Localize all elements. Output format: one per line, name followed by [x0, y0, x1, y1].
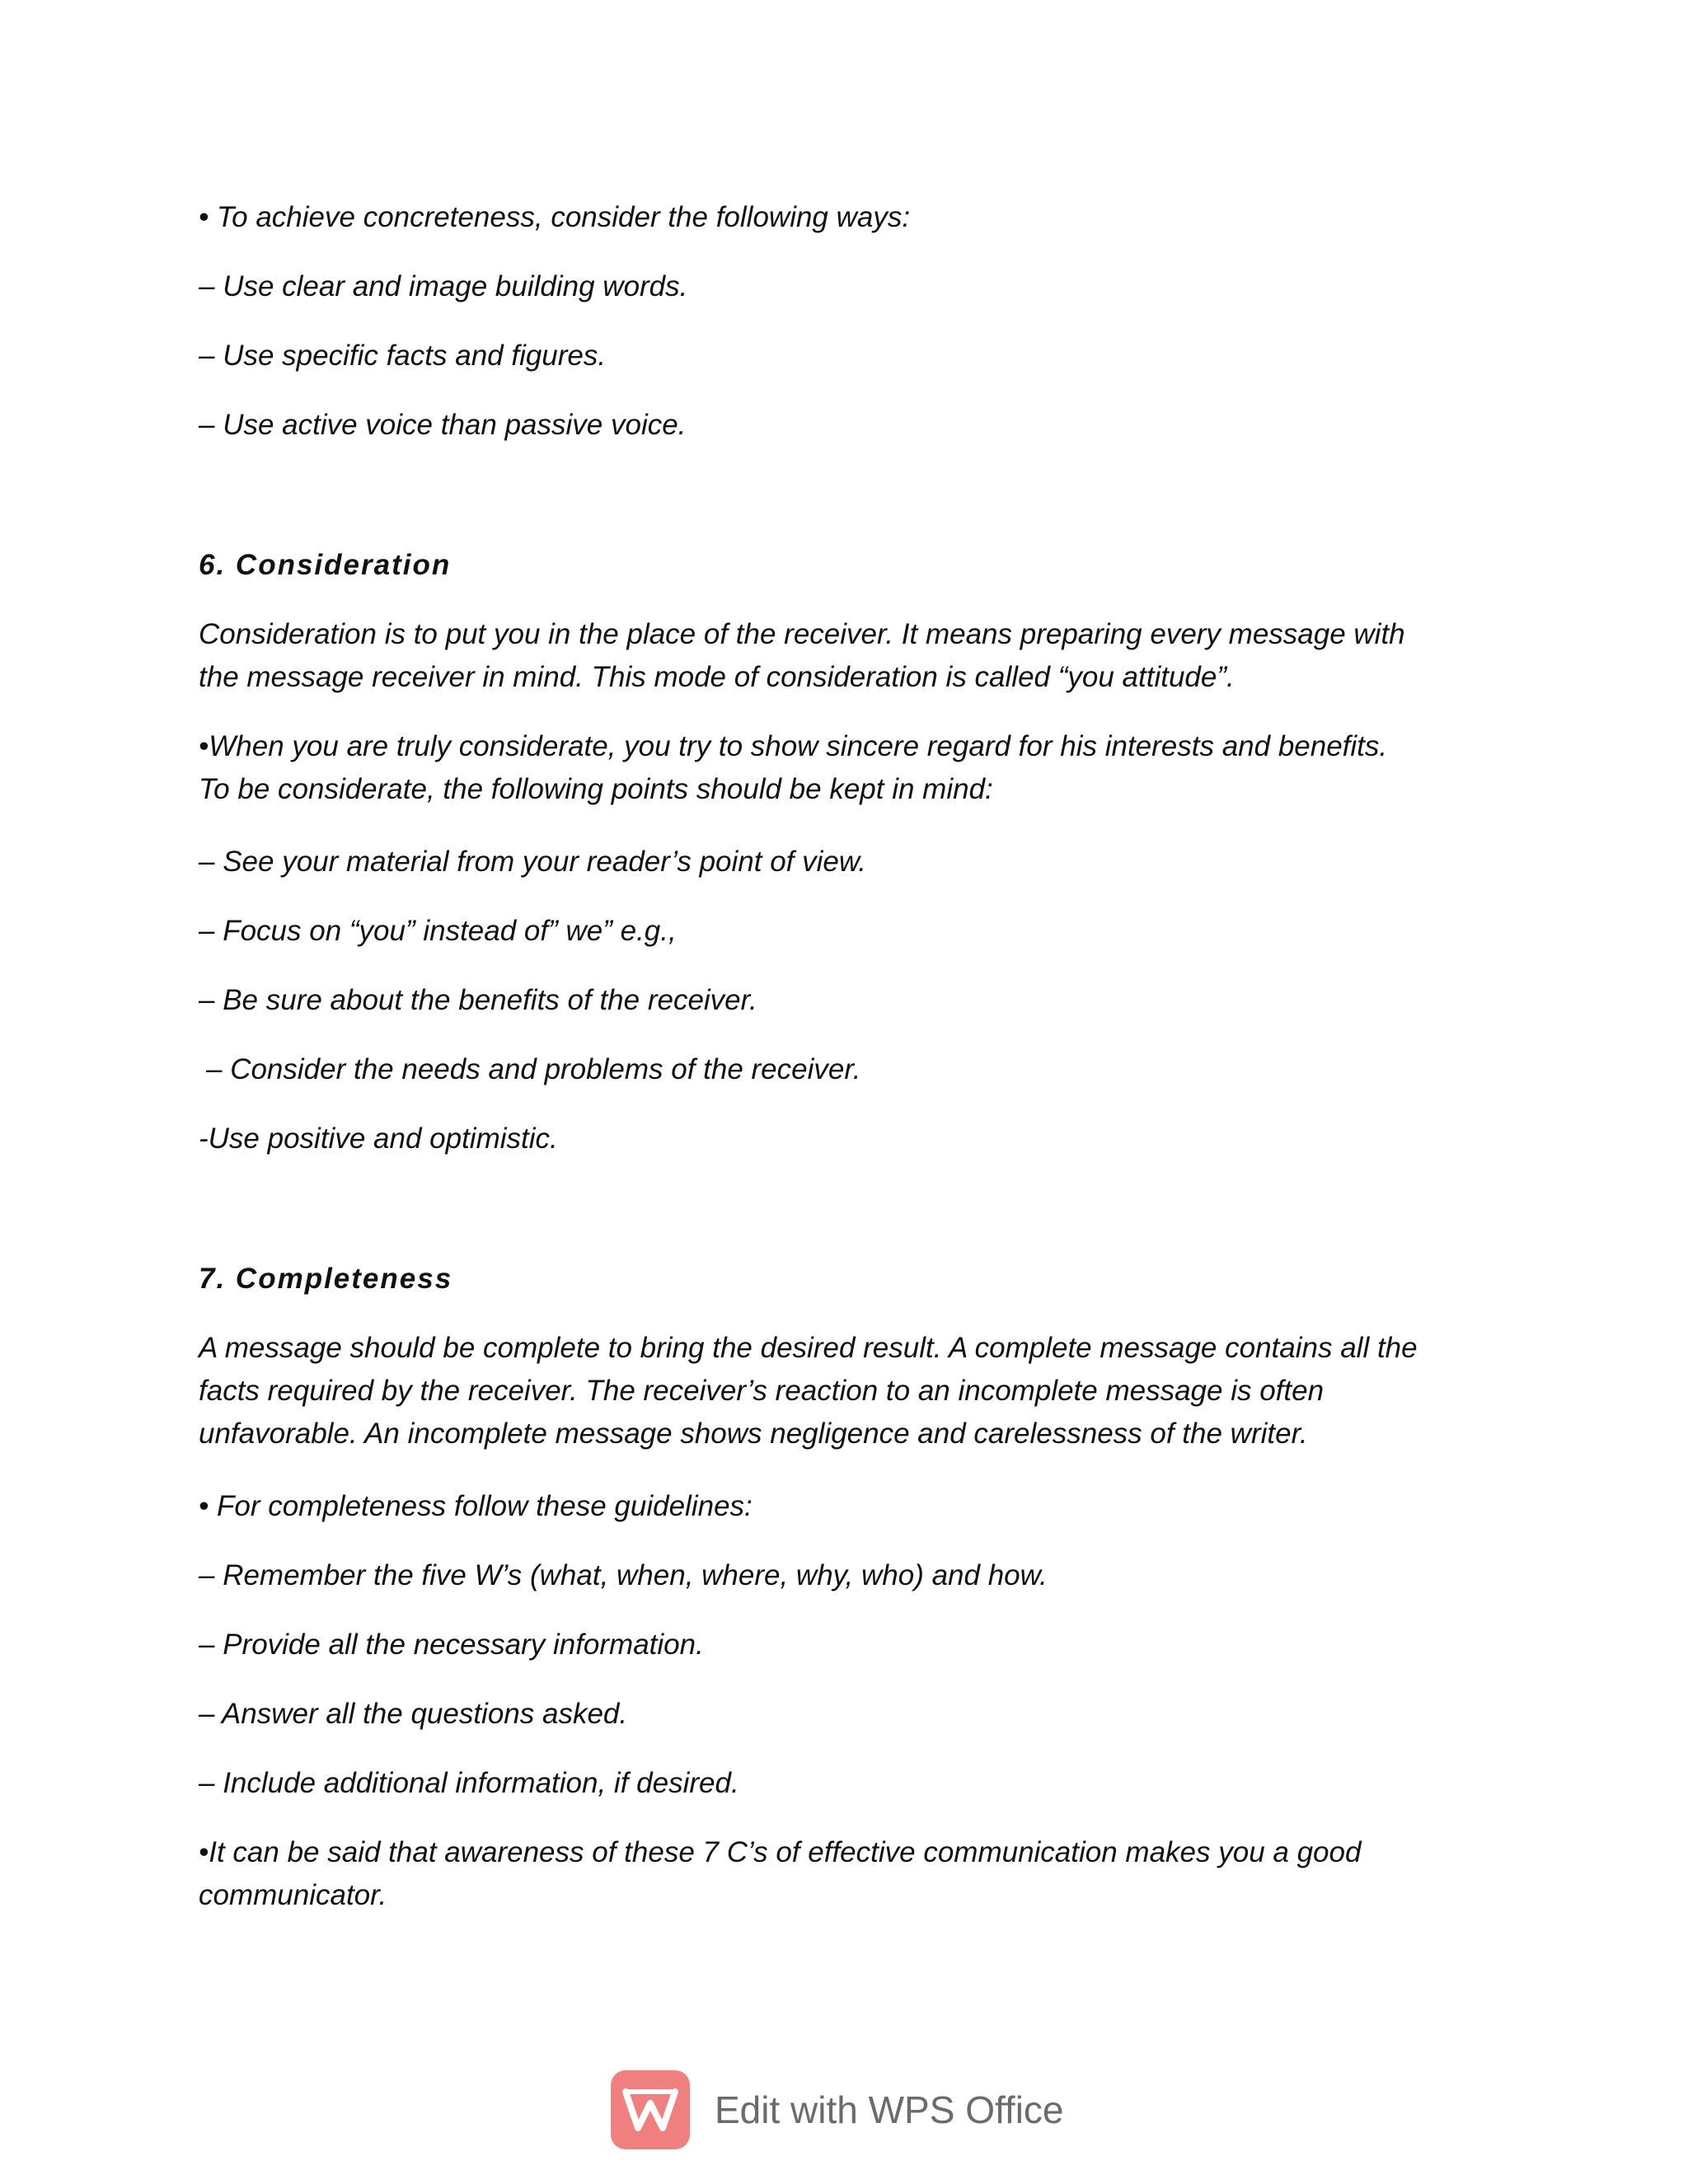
consideration-item: – Focus on “you” instead of” we” e.g., — [199, 915, 677, 947]
completeness-paragraph-1 — [199, 1327, 1501, 1455]
consideration-item: -Use positive and optimistic. — [199, 1122, 558, 1155]
section-heading-completeness: 7. Completeness — [199, 1263, 453, 1295]
completeness-item: – Answer all the questions asked. — [199, 1698, 628, 1730]
paragraph-line: To be considerate, the following points should be kept in mind: — [199, 773, 993, 805]
completeness-closing — [199, 1831, 1501, 1917]
consideration-item: – Be sure about the benefits of the receiver. — [199, 984, 757, 1016]
completeness-item: – Remember the five W’s (what, when, where, why, who) and how. — [199, 1559, 1048, 1591]
paragraph-line: •When you are truly considerate, you try to show sincere regard for his interests and benefits. — [199, 730, 1388, 762]
concreteness-intro: • To achieve concreteness, consider the following ways: — [199, 201, 911, 233]
consideration-paragraph-1 — [199, 613, 1501, 699]
concreteness-item: – Use clear and image building words. — [199, 270, 688, 302]
paragraph-line: facts required by the receiver. The receiver’s reaction to an incomplete message is often — [199, 1375, 1325, 1407]
consideration-paragraph-2 — [199, 725, 1501, 811]
paragraph-line: Consideration is to put you in the place of the receiver. It means preparing every message with — [199, 618, 1405, 650]
consideration-item: – Consider the needs and problems of the receiver. — [206, 1053, 861, 1085]
wps-edit-label: Edit with WPS Office — [715, 2088, 1064, 2131]
wps-w-glyph — [621, 2087, 679, 2133]
consideration-item: – See your material from your reader’s point of view. — [199, 846, 866, 878]
completeness-item: – Provide all the necessary information. — [199, 1629, 704, 1661]
paragraph-line: the message receiver in mind. This mode of consideration is called “you attitude”. — [199, 661, 1235, 693]
section-heading-consideration: 6. Consideration — [199, 549, 452, 581]
document-body — [199, 196, 1501, 1917]
paragraph-line: communicator. — [199, 1879, 387, 1911]
paragraph-line: •It can be said that awareness of these 7 C’s of effective communication makes you a good — [199, 1836, 1362, 1868]
completeness-item: – Include additional information, if desired. — [199, 1767, 739, 1799]
concreteness-item: – Use active voice than passive voice. — [199, 409, 687, 441]
wps-watermark[interactable] — [611, 2070, 1064, 2149]
wps-logo-icon — [611, 2070, 690, 2149]
concreteness-item: – Use specific facts and figures. — [199, 340, 607, 372]
completeness-intro: • For completeness follow these guidelines: — [199, 1490, 753, 1522]
paragraph-line: A message should be complete to bring the desired result. A complete message contains all the — [199, 1332, 1418, 1364]
paragraph-line: unfavorable. An incomplete message shows negligence and carelessness of the writer. — [199, 1418, 1308, 1450]
